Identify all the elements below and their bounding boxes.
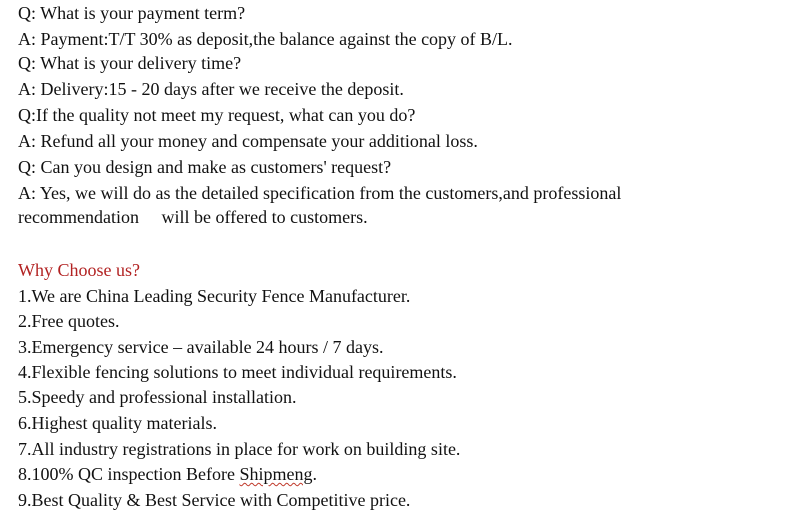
why-choose-heading: Why Choose us? [18, 260, 140, 280]
why-choose-item-8-prefix: 8.100% QC inspection Before [18, 464, 240, 484]
faq-answer-design: A: Yes, we will do as the detailed specification from the customers,and professional [18, 183, 622, 203]
faq-answer-delivery: A: Delivery:15 - 20 days after we receive the deposit. [18, 79, 404, 99]
faq-answer-payment: A: Payment:T/T 30% as deposit,the balance against the copy of B/L. [18, 29, 513, 49]
why-choose-item-3: 3.Emergency service – available 24 hours / 7 days. [18, 337, 384, 357]
faq-question-design: Q: Can you design and make as customers' request? [18, 157, 392, 177]
why-choose-item-1: 1.We are China Leading Security Fence Manufacturer. [18, 286, 411, 306]
faq-question-quality: Q:If the quality not meet my request, what can you do? [18, 105, 416, 125]
why-choose-item-6: 6.Highest quality materials. [18, 413, 217, 433]
faq-question-delivery: Q: What is your delivery time? [18, 53, 242, 73]
why-choose-item-8-suffix: . [312, 464, 317, 484]
why-choose-item-5: 5.Speedy and professional installation. [18, 387, 297, 407]
why-choose-item-7: 7.All industry registrations in place for work on building site. [18, 439, 461, 459]
faq-answer-design-continued: recommendation will be offered to customers. [18, 207, 368, 227]
why-choose-item-9: 9.Best Quality & Best Service with Competitive price. [18, 490, 411, 510]
faq-answer-quality: A: Refund all your money and compensate your additional loss. [18, 131, 478, 151]
why-choose-item-8 [18, 461, 317, 487]
why-choose-item-4: 4.Flexible fencing solutions to meet individual requirements. [18, 362, 457, 382]
faq-question-payment: Q: What is your payment term? [18, 3, 246, 23]
why-choose-item-2: 2.Free quotes. [18, 311, 120, 331]
spellcheck-flagged-word: Shipmeng [239, 464, 313, 484]
